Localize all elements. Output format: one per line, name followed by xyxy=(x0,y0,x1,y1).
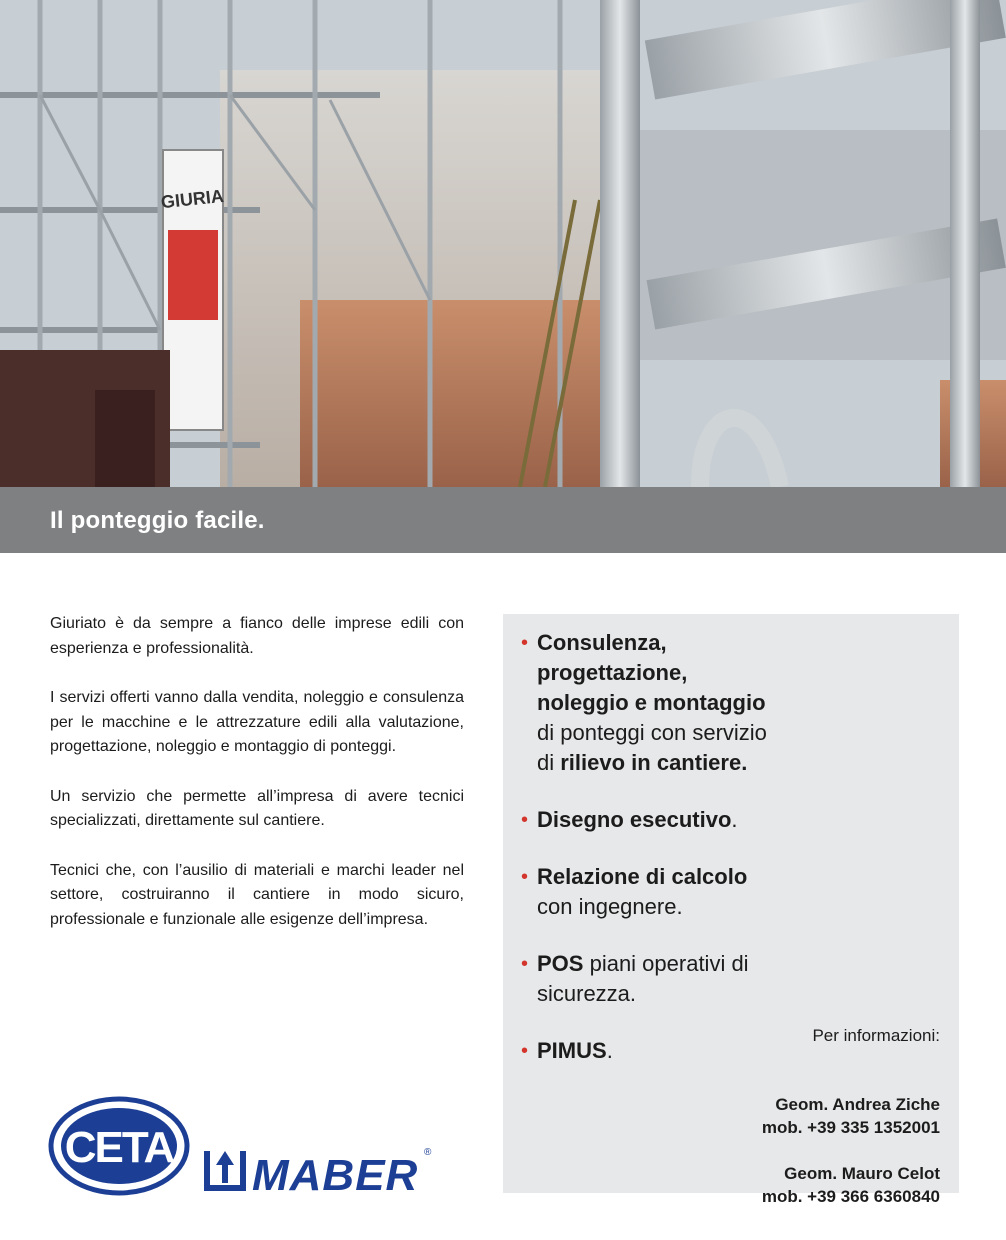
intro-paragraph: Giuriato è da sempre a fianco delle imprese edili con esperienza e professionalità. xyxy=(50,615,464,657)
service-text: piani operativi di xyxy=(583,951,749,976)
bullet-dot: • xyxy=(521,632,529,654)
service-bold: Disegno esecutivo xyxy=(537,807,732,832)
service-bold: rilievo in cantiere. xyxy=(560,750,748,775)
spacer xyxy=(762,1070,940,1093)
contact-name: Geom. Mauro Celot xyxy=(784,1164,940,1183)
scaffolding-illustration xyxy=(0,0,1006,487)
service-text: con ingegnere. xyxy=(537,894,683,919)
hero-photo xyxy=(0,0,1006,487)
service-text: di xyxy=(537,750,561,775)
bullet-dot: • xyxy=(521,953,529,975)
service-text: . xyxy=(731,807,738,832)
service-item-relazione xyxy=(521,862,941,922)
service-item-pos xyxy=(521,949,941,1009)
maber-mark-icon xyxy=(204,1151,246,1191)
page-title: Il ponteggio facile. xyxy=(50,507,265,534)
contacts-block xyxy=(762,1024,940,1208)
title-band xyxy=(0,487,1006,553)
spacer xyxy=(762,1139,940,1162)
service-text: sicurezza. xyxy=(537,981,637,1006)
ceta-logo-text: CETA xyxy=(64,1123,174,1172)
info-label: Per informazioni: xyxy=(812,1026,940,1045)
intro-paragraph: I servizi offerti vanno dalla vendita, noleggio e consulenza per le macchine e le attrezzature edili alla valutazione, progettazione, noleggio e montaggio di ponteggi. xyxy=(50,689,464,755)
bullet-dot: • xyxy=(521,866,529,888)
banner-sign-text: GIURIA xyxy=(160,185,225,213)
intro-paragraph: Tecnici che, con l’ausilio di materiali e marchi leader nel settore, costruiranno il cantiere in modo sicuro, professionale e funzionale alle esigenze dell’impresa. xyxy=(50,861,464,928)
intro-text xyxy=(50,612,464,957)
maber-logo-text: MABER xyxy=(252,1151,419,1195)
service-bold: POS xyxy=(537,951,584,976)
service-bold: noleggio e montaggio xyxy=(537,690,766,715)
service-bold: progettazione, xyxy=(537,660,688,685)
service-text: . xyxy=(606,1038,613,1063)
service-text: di ponteggi con servizio xyxy=(537,720,767,745)
service-item-consulenza xyxy=(521,628,941,778)
ceta-logo xyxy=(48,1096,190,1201)
bullet-dot: • xyxy=(521,1040,529,1062)
maber-logo xyxy=(202,1143,437,1200)
service-bold: Relazione di calcolo xyxy=(537,864,748,889)
contact-name: Geom. Andrea Ziche xyxy=(775,1095,940,1114)
service-bold: PIMUS xyxy=(537,1038,607,1063)
bullet-dot: • xyxy=(521,809,529,831)
registered-mark: ® xyxy=(424,1147,432,1158)
contact-mobile: mob. +39 335 1352001 xyxy=(761,1118,940,1137)
contact-mobile: mob. +39 366 6360840 xyxy=(761,1187,940,1206)
intro-paragraph: Un servizio che permette all’impresa di avere tecnici specializzati, direttamente sul cantiere. xyxy=(50,787,464,829)
services-panel xyxy=(503,614,959,1206)
service-item-disegno xyxy=(521,805,941,835)
service-bold: Consulenza, xyxy=(537,630,667,655)
